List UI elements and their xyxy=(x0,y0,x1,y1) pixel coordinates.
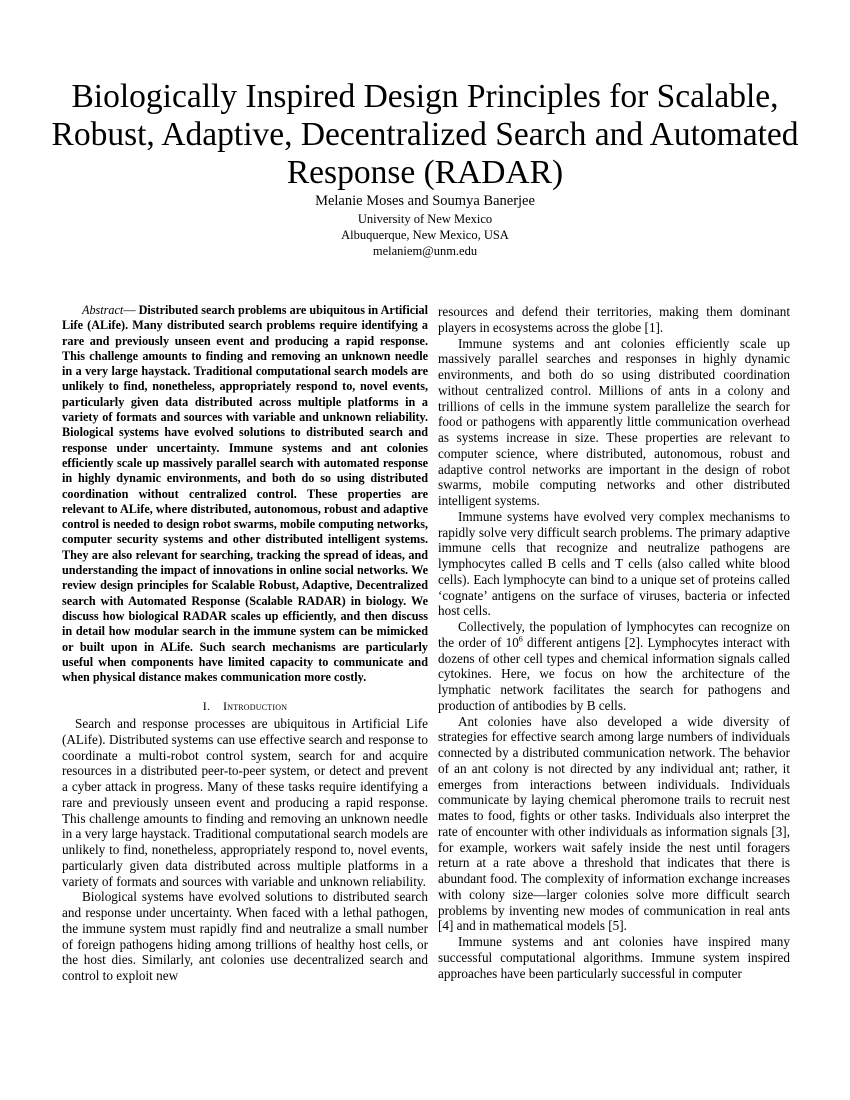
author-affiliation: University of New Mexico xyxy=(357,212,493,226)
abstract-dash: — xyxy=(123,303,139,317)
section-heading-introduction xyxy=(62,699,428,715)
author-location: Albuquerque, New Mexico, USA xyxy=(341,228,509,242)
body-paragraph-algorithms: Immune systems and ant colonies have inspired many successful computational algorithms. Immune system inspired approaches have been particularly successful in computer xyxy=(438,934,790,981)
abstract xyxy=(62,303,428,685)
author-names: Melanie Moses and Soumya Banerjee xyxy=(315,193,535,209)
intro-paragraph-1: Search and response processes are ubiquitous in Artificial Life (ALife). Distributed systems can use effective search and response to coordinate a multi-robot control system, search for and acquire resources in a distributed peer-to-peer system, or detect and prevent a cyber attack in progress. Many of these tasks require identifying a rare and previously unseen event and producing a rapid response. This challenge amounts to finding and removing an unknown needle in a very large haystack. Traditional computational search models are unlikely to find, nonetheless, appropriately respond to, novel events, particularly given data distributed across multiple platforms in a variety of formats and sources with variable and unknown reliability. xyxy=(62,716,428,889)
body-paragraph-scaling: Immune systems and ant colonies efficiently scale up massively parallel searches and responses in highly dynamic environments, and both do so using distributed coordination without centralized control. Millions of ants in a colony and trillions of cells in the immune system parallelize the search for food or pathogens with apparently little communication overhead as systems increase in size. These properties are relevant to computer science, where distributed, autonomous, robust and adaptive control networks are important in the design of robot swarms, mobile computing networks and other distributed intelligent systems. xyxy=(438,335,790,508)
author-block xyxy=(0,192,850,259)
body-paragraph-continued: resources and defend their territories, making them dominant players in ecosystems across the globe [1]. xyxy=(438,304,790,335)
exponent: 6 xyxy=(518,634,523,644)
author-email: melaniem@unm.edu xyxy=(372,244,478,258)
section-title: Introduction xyxy=(223,699,288,714)
body-paragraph-ant-colonies: Ant colonies have also developed a wide diversity of strategies for effective search among large numbers of individuals connected by a distributed communication network. The behavior of an ant colony is not directed by any individual ant; rather, it emerges from interactions between individuals. Individuals communicate by laying chemical pheromone trails to recruit nest mates to food, fights or other tasks. Individuals also interpret the rate of encounter with other individuals as information signals [3], for example, workers wait safely inside the nest until foragers return at a rate above a threshold that indicates that there is abundant food. The complexity of information exchange increases with colony size—larger colonies solve more difficult search problems by inventing new modes of communication in real ants [4] and in mathematical models [5]. xyxy=(438,713,790,934)
abstract-text: Distributed search problems are ubiquitous in Artificial Life (ALife). Many distributed search problems require identifying a rare and previously unseen event and producing a rapid response. This challenge amounts to finding and removing an unknown needle in a very large haystack. Traditional computational search models are unlikely to find, nonetheless, appropriately respond to, novel events, particularly given data distributed across multiple platforms in a variety of formats and sources with variable and unknown reliability. Biological systems have evolved solutions to distributed search and response under uncertainty. Immune systems and ant colonies efficiently scale up massively parallel search with automated response in highly dynamic environments, and both do so using distributed coordination without centralized control. These properties are relevant to ALife, where distributed, autonomous, robust and adaptive control is needed to design robot swarms, mobile computing networks, computer security systems and other distributed intelligent systems. They are also relevant for searching, tracking the spread of ideas, and understanding the impact of innovations in online social networks. We review design principles for Scalable Robust, Adaptive, Decentralized search with Automated Response (Scalable RADAR) in biology. We discuss how biological RADAR scales up efficiently, and then discuss in detail how modular search in the immune system can be mimicked or built upon in ALife. Such search mechanisms are particularly useful when components have limited capacity to communicate and when physical distance makes communication more costly. xyxy=(62,303,428,685)
abstract-label: Abstract xyxy=(82,303,124,317)
lymphocytes-text-start: Collectively, the population of lymphocytes can recognize on the order of 10 xyxy=(438,619,790,650)
right-column xyxy=(438,304,790,981)
section-numeral: I. xyxy=(202,699,211,714)
body-paragraph-lymphocytes xyxy=(438,619,790,714)
left-column xyxy=(62,303,428,984)
intro-paragraph-2: Biological systems have evolved solutions to distributed search and response under uncertainty. When faced with a lethal pathogen, the immune system must rapidly find and neutralize a small number of foreign pathogens hiding among trillions of healthy host cells, or the host dies. Similarly, ant colonies use decentralized search and control to exploit new xyxy=(62,889,428,984)
lymphocytes-text-end: different antigens [2]. Lymphocytes interact with dozens of other cell types and chemical information signals called cytokines. Here, we focus on how the architecture of the lymphatic network facilitates the search for pathogens and production of antibodies by B cells. xyxy=(438,634,790,713)
body-paragraph-immune-mechanisms: Immune systems have evolved very complex mechanisms to rapidly solve very difficult search problems. The primary adaptive immune cells that recognize and neutralize pathogens are lymphocytes called B cells and T cells (also called white blood cells). Each lymphocyte can bind to a unique set of proteins called ‘cognate’ antigens on the surface of viruses, bacteria or infected host cells. xyxy=(438,508,790,619)
paper-title: Biologically Inspired Design Principles for Scalable, Robust, Adaptive, Decentralized Search and Automated Response (RADAR) xyxy=(51,78,799,191)
